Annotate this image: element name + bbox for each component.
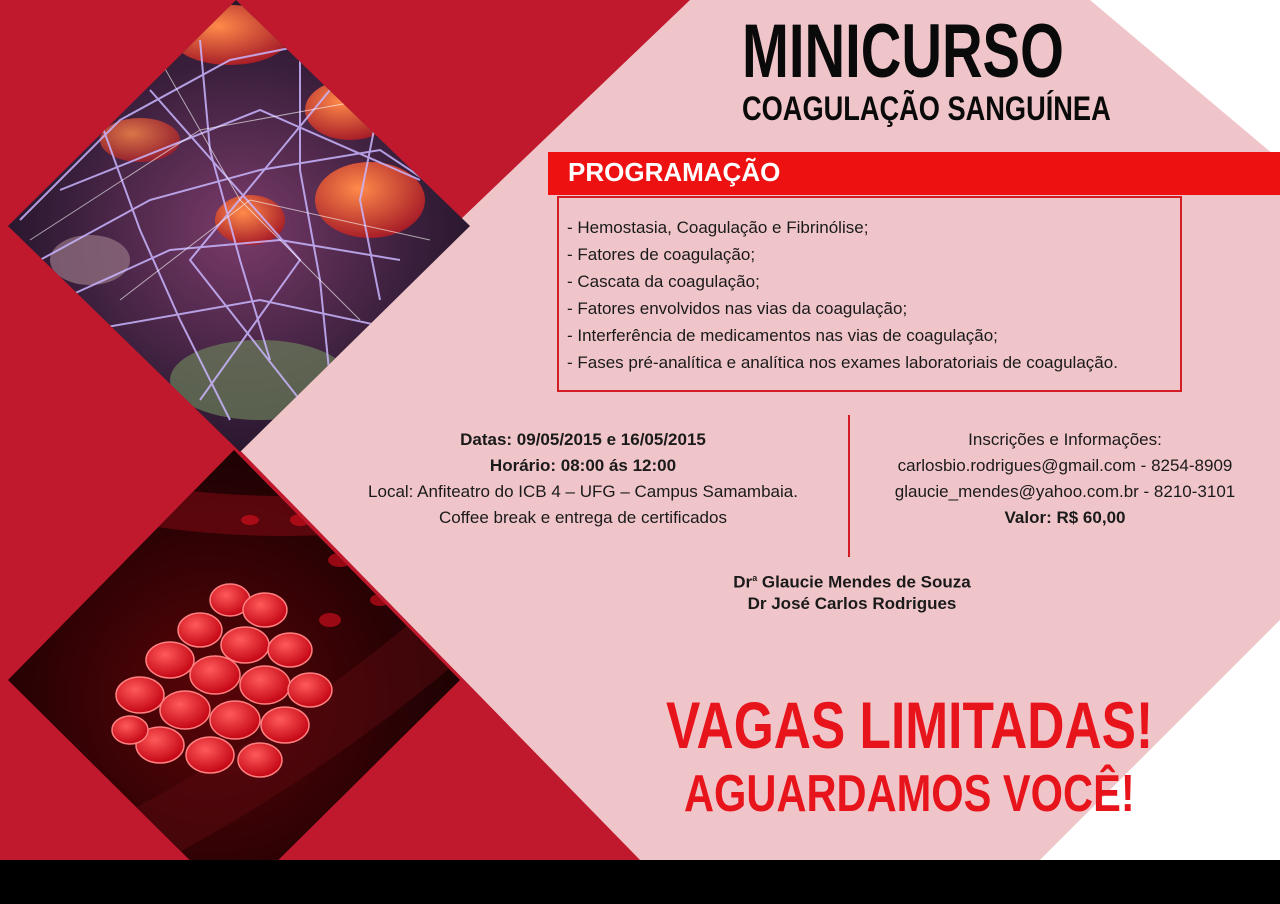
event-location: Local: Anfiteatro do ICB 4 – UFG – Campus Samambaia. — [368, 482, 798, 501]
program-item: - Hemostasia, Coagulação e Fibrinólise; — [567, 218, 869, 237]
callout-awaiting-you: AGUARDAMOS VOCÊ! — [684, 765, 1135, 823]
event-info — [340, 427, 826, 531]
info-divider — [848, 415, 850, 557]
registration-info — [860, 427, 1270, 531]
program-item: - Fases pré-analítica e analítica nos exames laboratoriais de coagulação. — [567, 353, 1118, 372]
callout-limited-seats: VAGAS LIMITADAS! — [666, 688, 1154, 762]
program-item: - Fatores envolvidos nas vias da coagulação; — [567, 299, 908, 318]
contact-email-1[interactable]: carlosbio.rodrigues@gmail.com - 8254-8909 — [897, 456, 1233, 475]
program-item: - Cascata da coagulação; — [567, 272, 760, 291]
program-list — [567, 214, 1118, 376]
speakers — [652, 565, 1052, 617]
program-item: - Interferência de medicamentos nas vias de coagulação; — [567, 326, 998, 345]
price: Valor: R$ 60,00 — [1004, 508, 1126, 527]
event-extras: Coffee break e entrega de certificados — [439, 508, 727, 527]
program-heading: PROGRAMAÇÃO — [568, 157, 781, 187]
speaker-2: Dr José Carlos Rodrigues — [747, 594, 957, 613]
program-item: - Fatores de coagulação; — [567, 245, 756, 264]
speaker-1 — [652, 565, 1052, 591]
speaker-1-sup: a — [752, 573, 758, 583]
poster-title: MINICURSO — [742, 9, 1064, 94]
event-dates: Datas: 09/05/2015 e 16/05/2015 — [460, 430, 706, 449]
speaker-1-name: Glaucie Mendes de Souza — [757, 572, 971, 592]
poster-subtitle: COAGULAÇÃO SANGUÍNEA — [742, 90, 1111, 128]
event-time: Horário: 08:00 ás 12:00 — [489, 456, 677, 475]
bottom-bar — [0, 860, 1280, 904]
speaker-1-title: Dr — [733, 572, 753, 592]
contact-email-2[interactable]: glaucie_mendes@yahoo.com.br - 8210-3101 — [894, 482, 1236, 501]
registration-heading: Inscrições e Informações: — [968, 430, 1162, 449]
